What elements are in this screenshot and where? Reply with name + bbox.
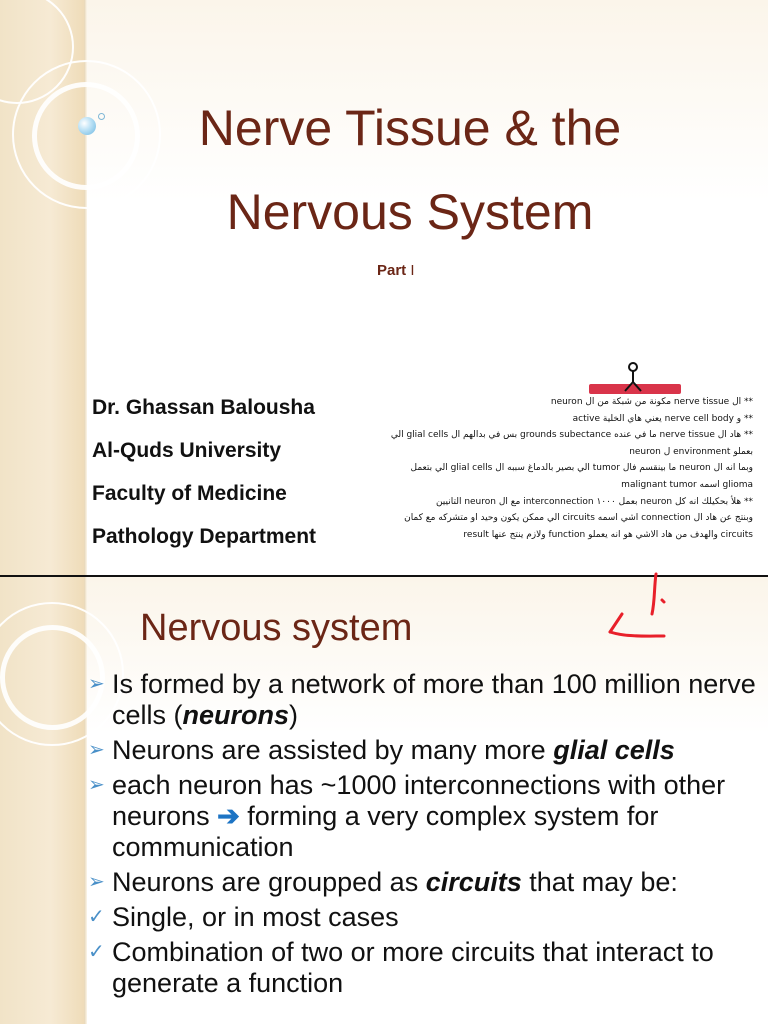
presenter-name: Dr. Ghassan Balousha [92,396,315,419]
bullet-text: forming a very complex system for communication [112,801,659,862]
bullet-list [88,669,758,1003]
bullet-text: Neurons are assisted by many more [112,735,554,765]
note-line: ** ال nerve tissue مكونة من شبكة من ال neuron [550,397,753,407]
part-word: Part [377,262,407,279]
note-line: ** هاد ال nerve tissue ما في عنده grounds subectance بس في بدالهم ال glial cells الي [390,430,753,441]
bullet-item [88,735,758,766]
emphasis-text: circuits [425,867,522,897]
check-item [88,902,758,933]
part-number: I [410,262,415,279]
note-line: ** هلأ بحكيلك انه كل neuron بعمل ١٠٠٠ interconnection مع ال neuron التانيين [435,496,753,507]
bullet-item [88,770,758,863]
note-line: وبما انه ال neuron ما بينقسم فال tumor الي بصير بالدماغ سببه ال glial cells الي بتعمل [410,463,753,474]
department-name: Pathology Department [92,525,317,548]
bullet-text: that may be: [521,867,678,897]
red-annotation-arrow-icon [590,570,670,645]
university-name: Al-Quds University [92,439,282,462]
arrow-bullet-icon: ➢ [88,774,105,796]
note-line: glioma اسمه malignant tumor [621,479,753,490]
check-bullet-icon: ✓ [88,906,105,928]
small-bubble-icon [98,113,105,120]
bullet-text: ) [289,700,299,730]
check-item [88,937,758,999]
arrow-bullet-icon: ➢ [88,739,105,761]
faculty-name: Faculty of Medicine [92,482,287,505]
note-line: ** و nerve cell body يعني هاي الخلية active [572,413,753,424]
bullet-text: Combination of two or more circuits that interact to generate a function [112,937,714,998]
bullet-item [88,669,758,731]
right-arrow-icon: ➔ [217,801,240,831]
arrow-bullet-icon: ➢ [88,673,105,695]
slide-heading: Nervous system [140,607,413,649]
note-line: circuits والهدف من هاد الاشي هو انه يعملو function ولازم ينتج عنها result [463,529,753,540]
slide-title-line2: Nervous System [226,184,594,240]
arrow-bullet-icon: ➢ [88,871,105,893]
anchor-figure-icon [621,362,645,392]
handwritten-notes-box [373,394,765,574]
bullet-text: Neurons are groupped as [112,867,426,897]
note-line: بعملو environment ل neuron [629,446,753,457]
bullet-item [88,867,758,898]
bullet-text: Single, or in most cases [112,902,399,932]
bubble-icon [78,117,96,135]
emphasis-text: glial cells [553,735,675,765]
bullet-text: each neuron has ~1000 interconnections with other neurons [112,770,726,831]
note-line: وبنتج عن هاد ال connection اشي اسمه circuits الي ممكن يكون وحيد او متشركه مع كمان [404,513,753,524]
bullet-text: Is formed by a network of more than 100 million nerve cells ( [112,669,756,730]
presenter-info [92,392,316,564]
check-bullet-icon: ✓ [88,941,105,963]
part-label [377,262,415,279]
slide-title-line1: Nerve Tissue & the [198,100,622,156]
emphasis-text: neurons [182,700,290,730]
decorative-ring-inner-icon [32,82,140,190]
